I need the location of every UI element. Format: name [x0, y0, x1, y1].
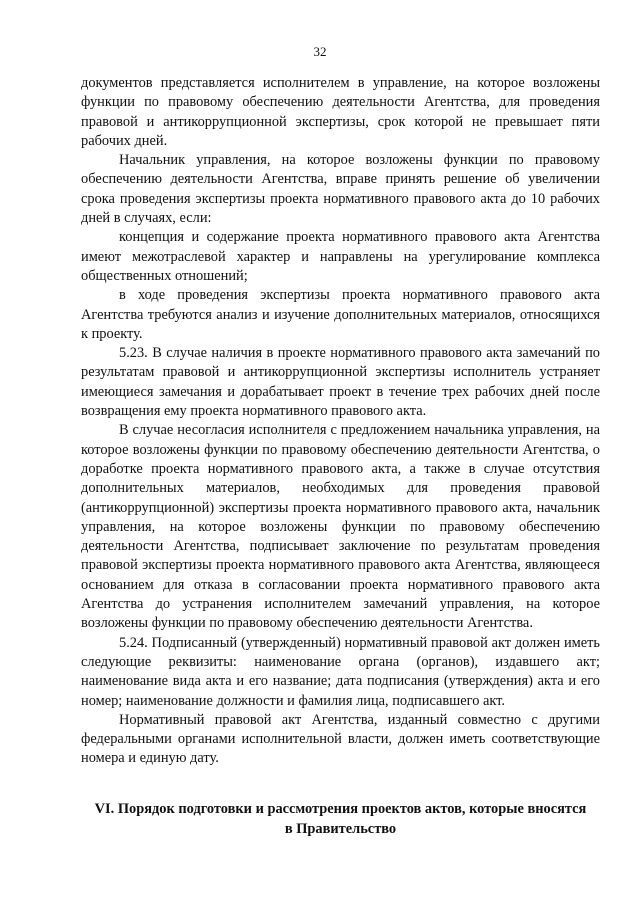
paragraph: в ходе проведения экспертизы проекта нормативного правового акта Агентства требуются анализ и изучение дополнительных материалов, относящихся к проекту.	[81, 287, 600, 342]
paragraph: Начальник управления, на которое возложены функции по правовому обеспечению деятельности Агентства, вправе принять решение об увеличении срока проведения экспертизы проекта нормативного правового акта до 10 рабочих дней в случаях, если:	[81, 152, 600, 227]
paragraph: В случае несогласия исполнителя с предложением начальника управления, на которое возложены функции по правовому обеспечению деятельности Агентства, о доработке проекта нормативного правового акта, а также в случае отсутствия дополнительных материалов, необходимых для проведения правовой (антикоррупционной) экспертизы проекта нормативного правового акта, начальник управления, на которое возложены функции по правовому обеспечению деятельности Агентства, подписывает заключение по результатам проведения правовой экспертизы проекта нормативного правового акта Агентства, являющееся основанием для отказа в согласовании проекта нормативного правового акта Агентства до устранения исполнителем замечаний управления, на которое возложены функции по правовому обеспечению деятельности Агентства.	[81, 422, 600, 632]
paragraph: Нормативный правовой акт Агентства, изданный совместно с другими федеральными органами исполнительной власти, должен иметь соответствующие номера и единую дату.	[81, 711, 600, 767]
document-body	[81, 74, 600, 839]
paragraph: 5.24. Подписанный (утвержденный) нормативный правовой акт должен иметь следующие реквизиты: наименование органа (органов), издавшего акт; наименование вида акта и его название; дата подписания (утверждения) акта и его номер; наименование должности и фамилия лица, подписавшего акт.	[81, 634, 600, 709]
paragraph: документов представляется исполнителем в управление, на которое возложены функции по правовому обеспечению деятельности Агентства, для проведения правовой и антикоррупционной экспертизы, срок которой не превышает пяти рабочих дней.	[81, 75, 600, 149]
section-heading: VI. Порядок подготовки и рассмотрения проектов актов, которые вносятся в Правительство	[94, 800, 587, 837]
paragraph: 5.23. В случае наличия в проекте нормативного правового акта замечаний по результатам правовой и антикоррупционной экспертизы исполнитель устраняет имеющиеся замечания и дорабатывает проект в течение трех рабочих дней после возвращения ему проекта нормативного правового акта.	[81, 345, 600, 420]
page-number: 32	[313, 44, 327, 59]
paragraph: концепция и содержание проекта нормативного правового акта Агентства имеют межотраслевой характер и направлены на урегулирование комплекса общественных отношений;	[81, 229, 600, 284]
